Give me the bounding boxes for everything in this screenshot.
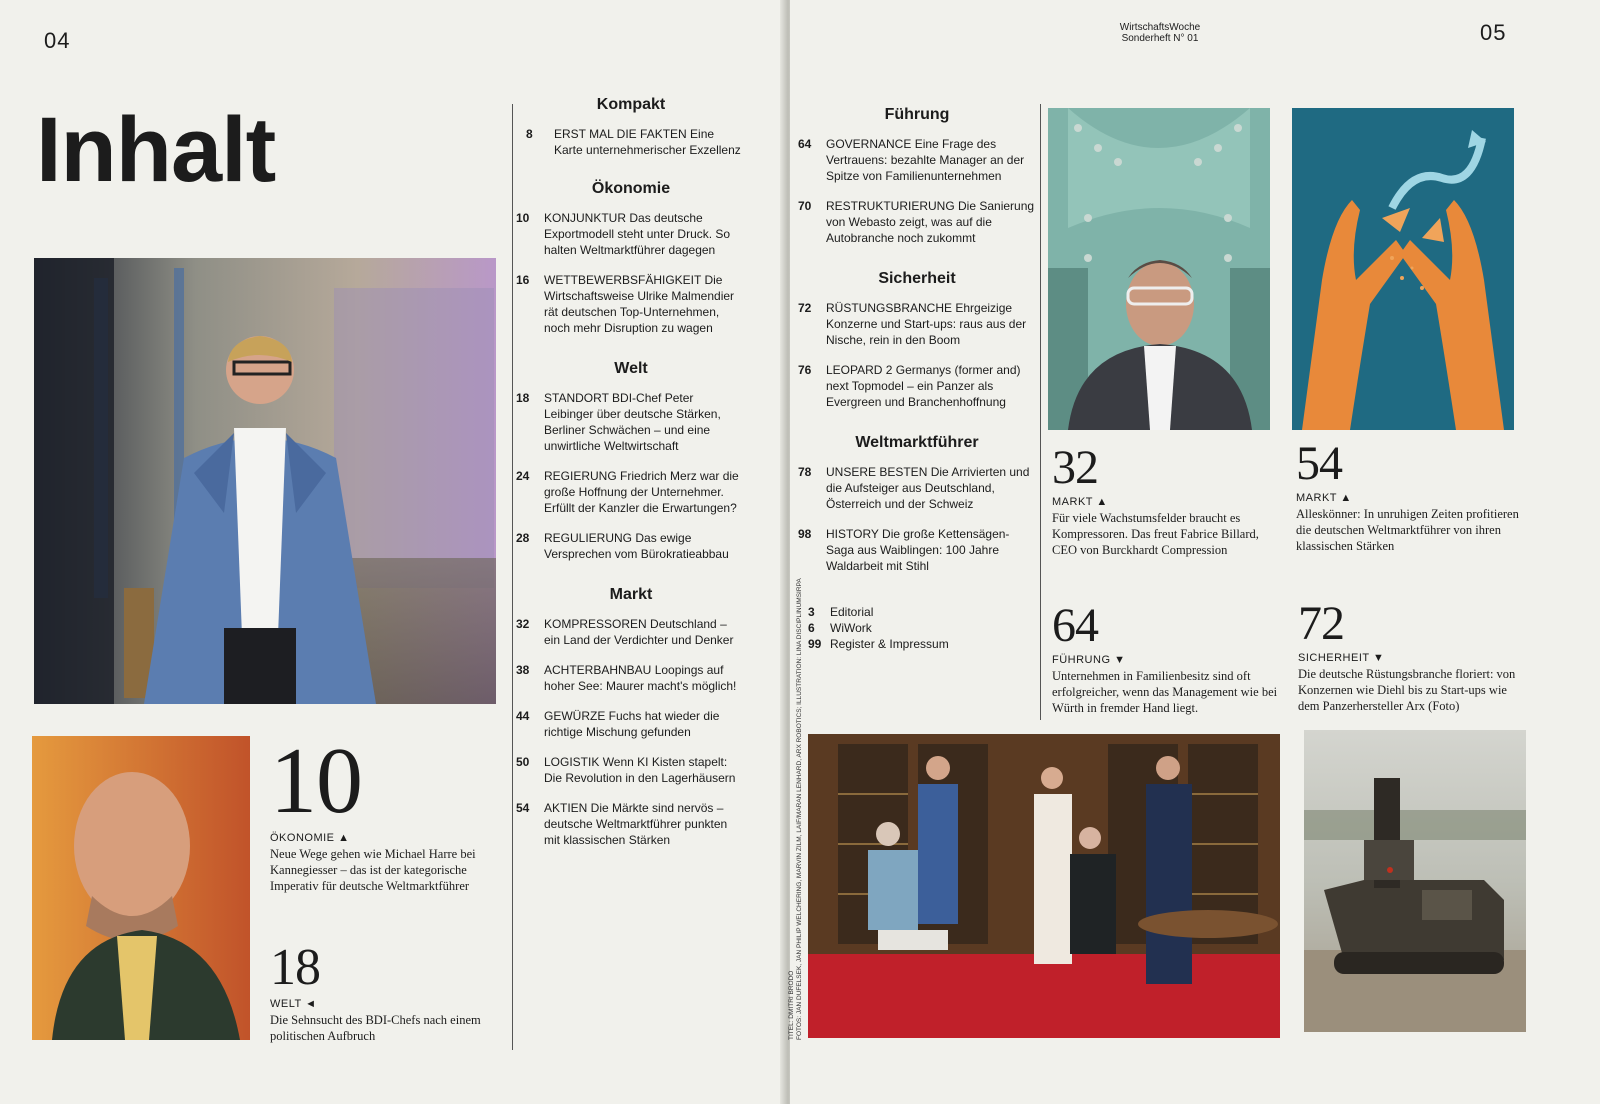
section-heading: Ökonomie	[591, 180, 671, 197]
feature-category: MARKT ▲	[1296, 492, 1352, 504]
feature-category: SICHERHEIT ▼	[1298, 652, 1385, 664]
feature-fuehrung-64[interactable]	[1052, 599, 1292, 716]
arrow-down-icon: ▼	[1372, 652, 1385, 664]
illustration-hands	[1292, 108, 1514, 430]
toc-entry[interactable]: 24 REGIERUNG Friedrich Merz war die große Hoffnung der Unternehmer. Erfüllt der Kanzler die Erwartungen?	[516, 469, 739, 515]
arrow-up-icon: ▲	[1340, 492, 1352, 504]
feature-sicherheit-72[interactable]	[1298, 597, 1528, 714]
feature-number: 32	[1052, 441, 1098, 494]
arrow-up-icon: ▲	[338, 832, 350, 844]
feature-text: Die Sehnsucht des BDI-Chefs nach einem politischen Aufbruch	[270, 1013, 481, 1043]
toc-entry[interactable]: 38 ACHTERBAHNBAU Loopings auf hoher See: Maurer macht's möglich!	[516, 663, 737, 693]
arrow-down-icon: ▼	[1114, 654, 1126, 666]
feature-number: 64	[1052, 599, 1098, 652]
section-heading: Markt	[609, 586, 653, 603]
photo-michael-harre	[32, 736, 250, 1040]
extra-item[interactable]: 99 Register & Impressum	[808, 637, 949, 651]
section-heading: Sicherheit	[878, 270, 956, 287]
toc-entry[interactable]: 70 RESTRUKTURIERUNG Die Sanierung von Webasto zeigt, was auf die Autobranche noch zukommt	[798, 199, 1035, 245]
section-heading: Weltmarktführer	[855, 434, 979, 451]
feature-text: Unternehmen in Familienbesitz sind oft erfolgreicher, wenn das Management wie bei Würth in fremder Hand liegt.	[1052, 669, 1278, 715]
column-divider	[512, 104, 513, 1050]
feature-text: Neue Wege gehen wie Michael Harre bei Kannegiesser – das ist der kategorische Imperativ für deutsche Weltmarktführer	[270, 847, 476, 893]
extras-list	[798, 604, 1036, 652]
feature-markt-32[interactable]	[1052, 441, 1284, 558]
feature-number: 54	[1296, 437, 1342, 490]
photo-fabrice-billard	[1048, 108, 1270, 430]
arrow-up-icon: ▲	[1096, 496, 1108, 508]
toc-entry[interactable]: 16 WETTBEWERBSFÄHIGKEIT Die Wirtschaftsweise Ulrike Malmendier rät deutschen Top-Unternehmen, noch mehr Disruption zu wagen	[516, 273, 735, 335]
toc-entry[interactable]: 10 KONJUNKTUR Das deutsche Exportmodell steht unter Druck. So halten Weltmarktführer dagegen	[516, 211, 731, 257]
toc-entry[interactable]: 64 GOVERNANCE Eine Frage des Vertrauens: bezahlte Manager an der Spitze von Familienunternehmen	[798, 137, 1025, 183]
feature-category: ÖKONOMIE ▲	[270, 832, 350, 844]
toc-entry[interactable]: 28 REGULIERUNG Das ewige Versprechen vom Bürokratieabbau	[516, 531, 729, 561]
feature-number: 18	[270, 939, 320, 996]
feature-category: MARKT ▲	[1052, 496, 1108, 508]
extra-item[interactable]: 3 Editorial	[808, 605, 874, 619]
feature-text: Die deutsche Rüstungsbranche floriert: von Konzernen wie Diehl bis zu Start-ups wie dem Panzerhersteller Arx (Foto)	[1298, 667, 1516, 713]
toc-entry[interactable]: 54 AKTIEN Die Märkte sind nervös – deutsche Weltmarktführer punkten mit klassischen Stärken	[516, 801, 728, 847]
page-number-right: 05	[1480, 20, 1507, 45]
page-number-left: 04	[44, 28, 71, 53]
toc-entry[interactable]: 50 LOGISTIK Wenn KI Kisten stapelt: Die Revolution in den Lagerhäusern	[516, 755, 736, 785]
toc-entry[interactable]: 18 STANDORT BDI-Chef Peter Leibinger über deutsche Stärken, Berliner Schwächen – und eine unwirtliche Weltwirtschaft	[516, 391, 721, 453]
left-page	[0, 0, 786, 1104]
toc-entry[interactable]: 98 HISTORY Die große Kettensägen-Saga aus Waiblingen: 100 Jahre Waldarbeit mit Stihl	[798, 527, 1010, 573]
toc-entry[interactable]: 8 ERST MAL DIE FAKTEN Eine Karte unternehmerischer Exzellenz	[526, 127, 741, 157]
toc-entry[interactable]: 78 UNSERE BESTEN Die Arrivierten und die Aufsteiger aus Deutschland, Österreich und der Schweiz	[798, 465, 1030, 511]
section-heading: Kompakt	[596, 96, 666, 113]
feature-oekonomie[interactable]	[270, 729, 500, 894]
photo-arx-vehicle	[1304, 730, 1526, 1032]
feature-category: WELT ◄	[270, 998, 317, 1010]
column-divider	[1040, 104, 1041, 720]
feature-category: FÜHRUNG ▼	[1052, 654, 1126, 666]
feature-number: 72	[1298, 597, 1344, 650]
toc-entry[interactable]: 76 LEOPARD 2 Germanys (former and) next Topmodel – ein Panzer als Evergreen und Branchenhoffnung	[798, 363, 1021, 409]
page-title: Inhalt	[36, 99, 276, 201]
feature-welt[interactable]	[270, 939, 500, 1044]
section-heading: Welt	[614, 360, 648, 377]
photo-credits: TITEL: DMITRI BRODO FOTOS: JAN DUFELSEK, JAN PHILIP WELCHERING, MARVIN ZILM, LAIF/MARAN LENHARD, ARX ROBOTICS; ILLUSTRATION: LINA DISCIPLINUMSIRPA	[788, 578, 803, 1040]
toc-entry[interactable]: 72 RÜSTUNGSBRANCHE Ehrgeizige Konzerne und Start-ups: raus aus der Nische, rein in den Boom	[798, 301, 1027, 347]
toc-entry[interactable]: 32 KOMPRESSOREN Deutschland – ein Land der Verdichter und Denker	[516, 617, 734, 647]
feature-text: Alleskönner: In unruhigen Zeiten profitieren die deutschen Weltmarktführer von ihren klassischen Stärken	[1296, 507, 1519, 553]
masthead: WirtschaftsWoche Sonderheft N° 01	[1119, 22, 1201, 44]
feature-number: 10	[270, 729, 362, 833]
photo-wuerth-family	[808, 734, 1280, 1038]
toc-entry[interactable]: 44 GEWÜRZE Fuchs hat wieder die richtige Mischung gefunden	[516, 709, 720, 739]
section-heading: Führung	[884, 106, 950, 123]
right-page	[790, 0, 1600, 1104]
feature-text: Für viele Wachstumsfelder braucht es Kompressoren. Das freut Fabrice Billard, CEO von Burckhardt Compression	[1052, 511, 1259, 557]
arrow-left-icon: ◄	[305, 998, 317, 1010]
photo-peter-leibinger	[34, 258, 496, 704]
toc-column-1	[516, 96, 746, 848]
extra-item[interactable]: 6 WiWork	[808, 621, 872, 635]
feature-markt-54[interactable]	[1296, 437, 1526, 554]
toc-column-2	[798, 106, 1036, 652]
